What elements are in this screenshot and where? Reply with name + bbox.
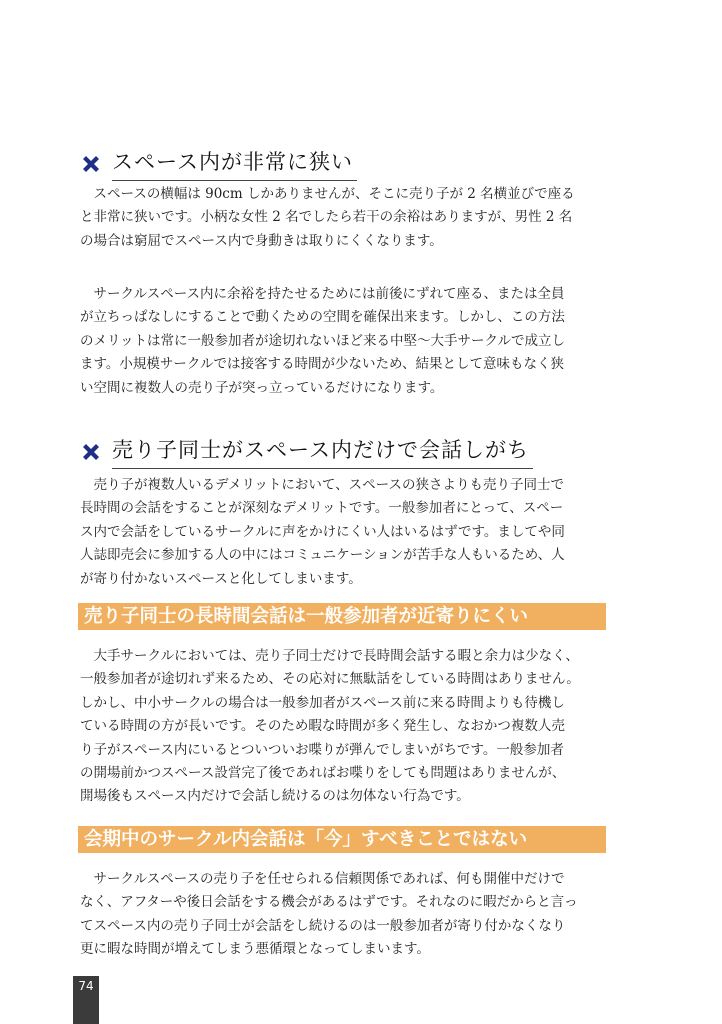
paragraph: 大手サークルにおいては、売り子同士だけで長時間会話する暇と余力は少なく、 一般参加者が途切れず来るため、その応対に無駄話をしている時間はありません。 しかし、中小サークルの場合は一般参加者がスペース前に来る時間よりも待機し ている時間の方が長いです。そのため暇な時間が多く発生し、なおかつ複数人売 り子がスペース内にいるとついついお喋りが弾んでしまいがちです。一般参加者 の開場前かつスペース設営完了後であればお喋りをしても問題はありませんが、 開場後もスペース内だけで会話し続けるのは勿体ない行為です。 bbox=[80, 648, 580, 805]
section-heading-2 bbox=[80, 434, 533, 469]
paragraph: サークルスペースの売り子を任せられる信頼関係であれば、何も開催中だけで なく、アフターや後日会話をする機会があるはずです。それなのに暇だからと言っ てスペース内の売り子同士が会話をし続けるのは一般参加者が寄り付かなくなり 更に暇な時間が増えてしまう悪循環となってしまいます。 bbox=[80, 871, 578, 958]
cross-icon bbox=[80, 153, 102, 175]
section-heading-1 bbox=[80, 146, 357, 181]
subheading-banner: 売り子同士の長時間会話は一般参加者が近寄りにくい bbox=[78, 603, 606, 630]
paragraph: サークルスペース内に余裕を持たせるためには前後にずれて座る、または全員 が立ちっぱなしにすることで動くための空間を確保出来ます。しかし、この方法 のメリットは常に一般参加者が途切れないほど来る中堅〜大手サークルで成立し ます。小規模サークルでは接客する時間が少ないため、結果として意味もなく狭 い空間に複数人の売り子が突っ立っているだけになります。 bbox=[80, 286, 566, 396]
page-number: 74 bbox=[73, 976, 99, 1024]
cross-icon bbox=[80, 441, 102, 463]
subheading-banner: 会期中のサークル内会話は「今」すべきことではない bbox=[78, 826, 606, 853]
paragraph: スペースの横幅は 90cm しかありませんが、そこに売り子が 2 名横並びで座る と非常に狭いです。小柄な女性 2 名でしたら若干の余裕はありますが、男性 2 名 の場合は窮屈でスペース内で身動きは取りにくくなります。 bbox=[80, 186, 575, 249]
section-title: スペース内が非常に狭い bbox=[112, 146, 357, 181]
paragraph: 売り子が複数人いるデメリットにおいて、スペースの狭さよりも売り子同士で 長時間の会話をすることが深刻なデメリットです。一般参加者にとって、スペー ス内で会話をしているサークルに声をかけにくい人はいるはずです。ましてや同 人誌即売会に参加する人の中にはコミュニケーションが苦手な人もいるため、人 が寄り付かないスペースと化してしまいます。 bbox=[80, 477, 565, 587]
section-title: 売り子同士がスペース内だけで会話しがち bbox=[112, 434, 533, 469]
